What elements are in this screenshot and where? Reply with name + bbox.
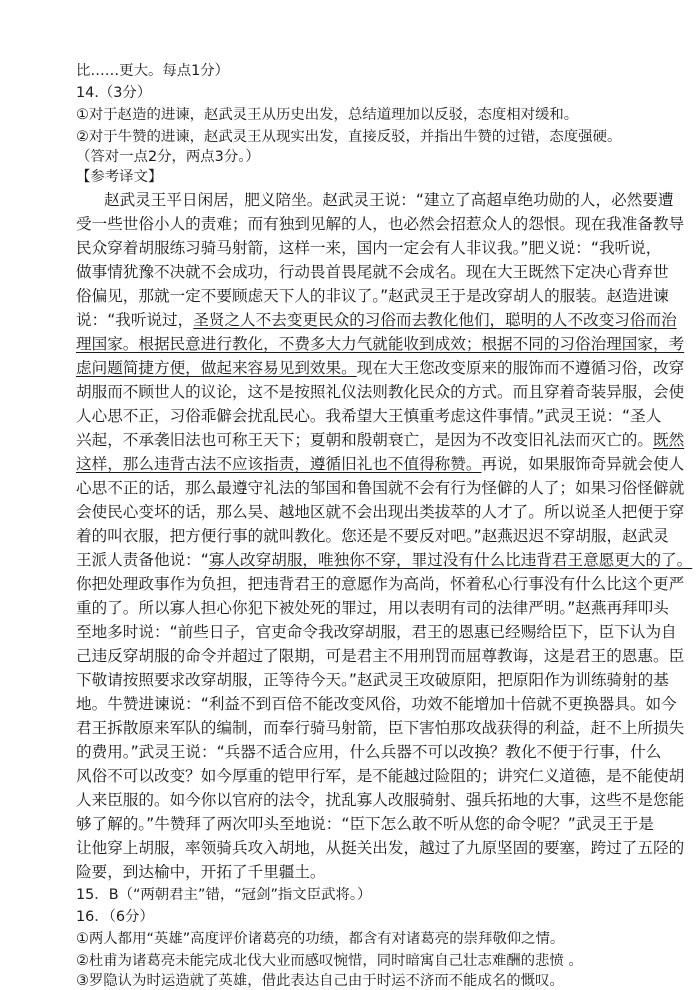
text-segment: 着的叫衣服，把方便行事的就叫教化。您还是不要反对吧。”赵燕迟迟不穿胡服，赵武灵 <box>76 527 669 545</box>
text-segment: 至地多时说：“前些日子，官吏命令我改穿胡服，君王的恩惠已经赐给臣下，臣下认为自 <box>76 623 677 641</box>
text-segment: 比……更大。每点1分） <box>76 63 230 79</box>
text-line <box>76 718 685 739</box>
text-segment: 下敬请按照要求改穿胡服，正等待今天。”赵武灵王攻破原阳，把原阳作为训练骑射的基 <box>76 671 669 689</box>
text-segment: 赵武灵王平日闲居，肥义陪坐。赵武灵王说：“建立了高超卓绝功勋的人，必然要遭 <box>104 191 674 209</box>
text-segment: 再说，如果服饰奇异就会使人 <box>481 455 685 473</box>
text-line <box>76 908 632 926</box>
text-line <box>76 598 669 619</box>
text-segment: 王派人责备他说：“ <box>76 551 209 569</box>
text-segment: 受一些世俗小人的责难；而有独到见解的人，也必然会招惹众人的怨恨。现在我准备教导 <box>76 215 685 233</box>
text-segment: 【参考译文】 <box>76 169 163 185</box>
text-segment: ③罗隐认为时运造就了英雄，借此表达自己由于时运不济而不能成名的慨叹。 <box>76 973 564 989</box>
text-segment: 俗偏见，那就一定不要顾虑天下人的非议了。”赵武灵王于是改穿胡人的服装。赵造进谏 <box>76 287 669 305</box>
text-line <box>76 838 685 859</box>
text-line <box>76 930 632 948</box>
text-line <box>76 766 685 787</box>
text-line <box>76 670 669 691</box>
text-line <box>76 574 685 595</box>
text-segment: 地。牛赞进谏说：“利益不到百倍不能改变风俗，功效不能增加十倍就不更换器具。如今 <box>76 695 677 713</box>
text-line <box>76 550 693 571</box>
text-line <box>76 106 632 124</box>
text-segment: 的费用。”武灵王说：“兵器不适合应用，什么兵器不可以改换？教化不便于行事，什么 <box>76 743 662 761</box>
text-segment: 胡服而不顾世人的议论，这不是按照礼仪法则教化民众的方式。而且穿着奇装异服，会使 <box>76 383 685 401</box>
text-segment: ②对于牛赞的进谏，赵武灵王从现实出发，直接反驳，并指出牛赞的过错，态度强硬。 <box>76 129 622 145</box>
text-line <box>76 62 632 80</box>
text-line <box>76 262 669 283</box>
text-line <box>76 526 669 547</box>
text-line <box>76 694 677 715</box>
text-segment: 人来臣服的。如今你以官府的法令，扰乱寡人改服骑射、强兵拓地的大事，这些不是您能 <box>76 791 685 809</box>
text-segment: 君王拆散原来军队的编制，而奉行骑马射箭，臣下害怕那攻战获得的利益，赶不上所损失 <box>76 719 685 737</box>
text-line <box>76 886 632 904</box>
text-line <box>76 814 654 835</box>
text-line <box>76 622 677 643</box>
text-line <box>76 148 632 166</box>
text-segment: 让他穿上胡服，率领骑兵攻入胡地，从挺关出发，越过了九原坚固的要塞，跨过了五陉的 <box>76 839 685 857</box>
text-segment: 够了解的。”牛赞拜了两次叩头至地说：“臣下怎么敢不听从您的命令呢？”武灵王于是 <box>76 815 654 833</box>
text-segment: 你把处理政事作为负担，把违背君王的意愿作为高尚，怀着私心行事没有什么比这个更严 <box>76 575 685 593</box>
underlined-text: 寡人改穿胡服，唯独你不穿，罪过没有什么比违背君王意愿更大的了。 <box>208 551 693 569</box>
text-line <box>76 406 662 427</box>
underlined-text: 这样，那么违背古法不应该指责，遵循旧礼也不值得称赞。 <box>76 455 482 473</box>
text-line <box>76 502 685 523</box>
text-line <box>76 382 685 403</box>
text-segment: 会使民心变坏的话，那么吴、越地区就不会出现出类拔萃的人才了。所以说圣人把便于穿 <box>76 503 685 521</box>
text-segment: 民众穿着胡服练习骑马射箭，这样一来，国内一定会有人非议我。”肥义说：“我听说， <box>76 239 662 257</box>
text-segment: 16．（6分） <box>76 909 154 925</box>
text-line <box>76 430 685 451</box>
text-segment: 15．B（“两朝君主”错，“冠剑”指文臣武将。） <box>76 887 372 903</box>
text-line <box>76 128 632 146</box>
text-segment: 现在大王您改变原来的服饰而不遵循习俗，改穿 <box>356 359 685 377</box>
text-segment: 重的了。所以寡人担心你犯下被处死的罪过，用以表明有司的法律严明。”赵燕再拜叩头 <box>76 599 669 617</box>
text-line <box>76 214 685 235</box>
text-line <box>76 478 685 499</box>
text-segment: 心思不正的话，那么最遵守礼法的邹国和鲁国就不会有行为怪僻的人了；如果习俗怪僻就 <box>76 479 685 497</box>
text-line <box>76 84 632 102</box>
text-line <box>76 310 677 331</box>
text-line <box>76 646 685 667</box>
text-line <box>76 790 685 811</box>
text-line <box>76 334 685 355</box>
text-segment: 己违反穿胡服的命令并超过了限期，可是君主不用刑罚而屈尊教诲，这是君王的恩惠。臣 <box>76 647 685 665</box>
text-line <box>76 190 674 211</box>
text-segment: 风俗不可以改变？如今厚重的铠甲行军，是不能越过险阻的；讲究仁义道德，是不能使胡 <box>76 767 685 785</box>
text-segment: ①两人都用“英雄”高度评价诸葛亮的功绩，都含有对诸葛亮的崇拜敬仰之情。 <box>76 931 565 947</box>
text-segment: 兴起，不承袭旧法也可称王天下；夏朝和殷朝衰亡，是因为不改变旧礼法而灭亡的。 <box>76 431 653 449</box>
text-segment: ②杜甫为诸葛亮未能完成北伐大业而感叹惋惜，同时暗寓自己壮志难酬的悲愤 。 <box>76 953 583 969</box>
text-segment: 险要，到达榆中，开拓了千里疆土。 <box>76 863 326 881</box>
text-line <box>76 972 632 990</box>
text-line <box>76 742 662 763</box>
text-segment: 14.（3分） <box>76 85 152 101</box>
underlined-text: 虑问题简捷方便，做起来容易见到效果。 <box>76 359 357 377</box>
text-line <box>76 952 632 970</box>
text-line <box>76 862 632 883</box>
text-segment: ①对于赵造的进谏，赵武灵王从历史出发，总结道理加以反驳，态度相对缓和。 <box>76 107 579 123</box>
underlined-text: 既然 <box>652 431 685 449</box>
text-segment: 做事情犹豫不决就不会成功，行动畏首畏尾就不会成名。现在大王既然下定决心背弃世 <box>76 263 669 281</box>
text-line <box>76 286 669 307</box>
text-line <box>76 454 685 475</box>
text-line <box>76 238 662 259</box>
underlined-text: 圣贤之人不去变更民众的习俗而去教化他们，聪明的人不改变习俗而治 <box>193 311 677 329</box>
text-segment: 人心思不正，习俗乖僻会扰乱民心。我希望大王慎重考虑这件事情。”武灵王说：“圣人 <box>76 407 662 425</box>
underlined-text: 理国家。根据民意进行教化，不费多大力气就能收到成效；根据不同的习俗治理国家，考 <box>76 335 685 353</box>
text-line <box>76 358 685 379</box>
text-segment: 说：“我听说过， <box>76 311 194 329</box>
text-segment: （答对一点2分，两点3分。） <box>76 149 260 165</box>
text-line <box>76 168 632 186</box>
